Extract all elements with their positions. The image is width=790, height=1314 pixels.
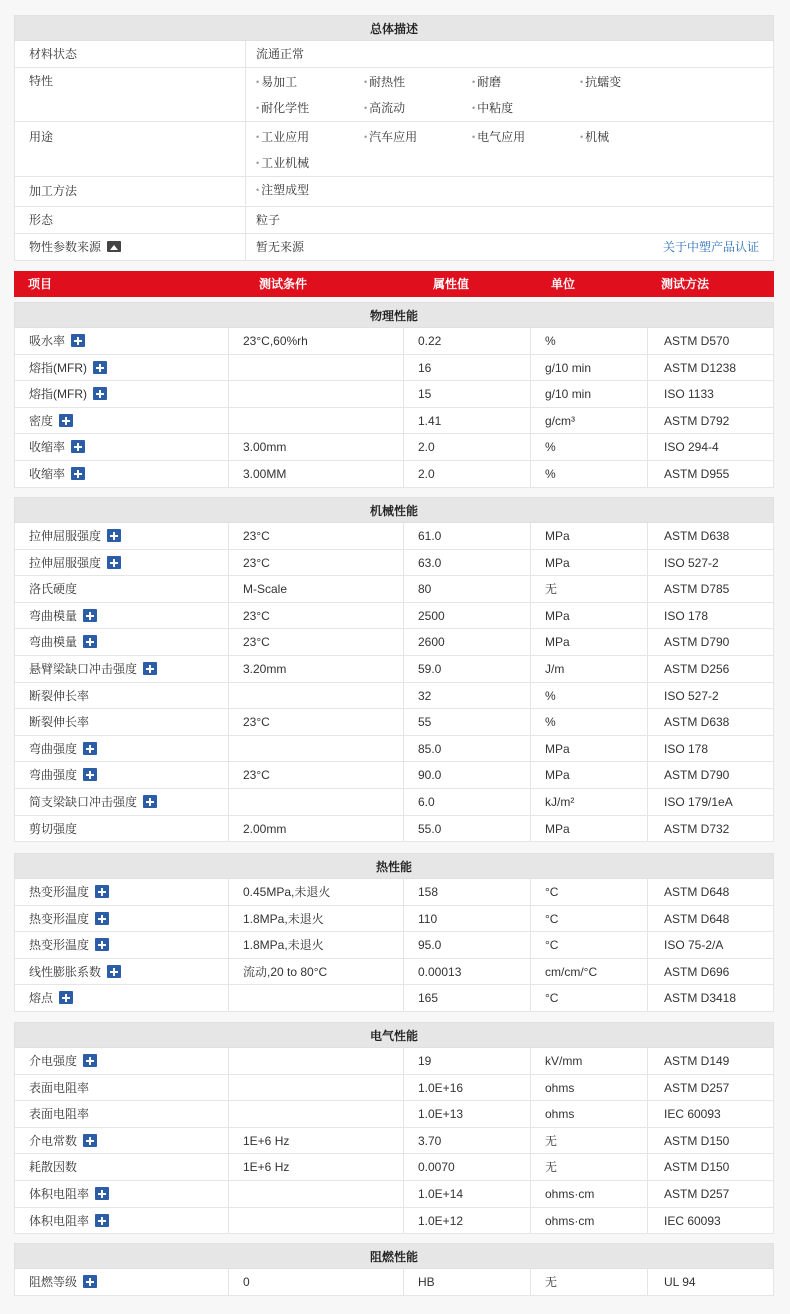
method-cell: ISO 178: [664, 608, 709, 623]
value-cell: 0.0070: [404, 1154, 531, 1180]
value-cell: 80: [404, 576, 531, 602]
property-name: 悬臂梁缺口冲击强度: [29, 661, 138, 676]
condition-cell: 0: [229, 1269, 404, 1295]
unit-cell: MPa: [531, 523, 648, 549]
property-name: 介电常数: [29, 1133, 78, 1148]
condition-cell: 23°C: [229, 550, 404, 576]
value-cell: 1.0E+13: [404, 1101, 531, 1127]
property-name-cell: [15, 985, 229, 1011]
property-name: 熔指(MFR): [29, 360, 87, 375]
method-cell: ASTM D648: [664, 911, 730, 926]
method-cell: ASTM D150: [664, 1160, 730, 1175]
method-cell: UL 94: [664, 1275, 696, 1289]
property-name: 体积电阻率: [29, 1213, 90, 1228]
property-section: [14, 1243, 774, 1296]
tag-item: • 电气应用: [472, 124, 580, 150]
unit-cell: 无: [531, 1269, 648, 1295]
plus-icon[interactable]: [95, 885, 109, 898]
property-name: 阻燃等级: [29, 1275, 78, 1289]
table-row: [14, 629, 774, 656]
tag-item: • 注塑成型: [256, 177, 364, 203]
condition-cell: 1E+6 Hz: [229, 1154, 404, 1180]
property-name: 弯曲模量: [29, 608, 78, 623]
unit-cell: %: [531, 461, 648, 487]
unit-cell: %: [531, 434, 648, 460]
property-name-cell: [15, 1181, 229, 1207]
property-name-cell: [15, 550, 229, 576]
tag-item: • 耐磨: [472, 69, 580, 95]
unit-cell: 无: [531, 576, 648, 602]
property-name-cell: [15, 576, 229, 602]
property-name: 收缩率: [29, 440, 66, 455]
section-title: 物理性能: [14, 302, 774, 328]
method-cell: ASTM D792: [664, 413, 730, 428]
property-name-cell: [15, 1154, 229, 1180]
condition-cell: 1.8MPa,未退火: [229, 932, 404, 958]
table-row: [14, 434, 774, 461]
value-cell: 2500: [404, 603, 531, 629]
property-name: 简支梁缺口冲击强度: [29, 794, 138, 809]
method-cell: ASTM D149: [664, 1054, 730, 1068]
plus-icon[interactable]: [83, 1134, 97, 1147]
property-name-cell: [15, 603, 229, 629]
value-cell: 59.0: [404, 656, 531, 682]
property-name-cell: [15, 355, 229, 381]
condition-cell: 0.45MPa,未退火: [229, 879, 404, 905]
property-name-cell: [15, 1269, 229, 1295]
method-cell: ASTM D570: [664, 334, 730, 348]
tag-item: • 中粘度: [472, 95, 580, 121]
condition-cell: 23°C,60%rh: [229, 328, 404, 354]
overview-row-uses: [14, 122, 774, 177]
condition-cell: [229, 1181, 404, 1207]
value-cell: 1.41: [404, 408, 531, 434]
plus-icon[interactable]: [71, 467, 85, 480]
condition-cell: [229, 789, 404, 815]
plus-icon[interactable]: [143, 795, 157, 808]
condition-cell: 流动,20 to 80°C: [229, 959, 404, 985]
table-row: [14, 461, 774, 488]
property-name-cell: [15, 328, 229, 354]
property-name: 线性膨胀系数: [29, 964, 102, 979]
property-name-cell: [15, 656, 229, 682]
value-cell: 158: [404, 879, 531, 905]
row-label: 加工方法: [15, 177, 246, 205]
plus-icon[interactable]: [93, 387, 107, 400]
value-cell: 2600: [404, 629, 531, 655]
section-title: 电气性能: [14, 1022, 774, 1048]
unit-cell: 无: [531, 1128, 648, 1154]
unit-cell: °C: [531, 932, 648, 958]
property-name-cell: [15, 1128, 229, 1154]
unit-cell: ohms: [531, 1101, 648, 1127]
tag-item: • 汽车应用: [364, 124, 472, 150]
property-name-cell: [15, 1101, 229, 1127]
tag-item: • 易加工: [256, 69, 364, 95]
unit-cell: ohms: [531, 1075, 648, 1101]
tag-item: • 耐化学性: [256, 95, 364, 121]
table-row: [14, 1128, 774, 1155]
condition-cell: 2.00mm: [229, 816, 404, 842]
method-cell: ASTM D638: [664, 715, 730, 730]
method-cell: ASTM D790: [664, 768, 730, 783]
method-cell: ASTM D955: [664, 466, 730, 481]
value-cell: 15: [404, 381, 531, 407]
condition-cell: 23°C: [229, 762, 404, 788]
row-label: 特性: [15, 68, 246, 121]
row-label: 用途: [15, 122, 246, 176]
unit-cell: °C: [531, 879, 648, 905]
value-cell: 32: [404, 683, 531, 709]
value-cell: 0.22: [404, 328, 531, 354]
table-row: [14, 523, 774, 550]
method-cell: ASTM D256: [664, 661, 730, 676]
value-cell: 2.0: [404, 434, 531, 460]
condition-cell: [229, 683, 404, 709]
property-name-cell: [15, 879, 229, 905]
condition-cell: [229, 408, 404, 434]
method-cell: ASTM D638: [664, 529, 730, 543]
method-cell: ASTM D785: [664, 582, 730, 597]
property-name: 表面电阻率: [29, 1080, 90, 1095]
plus-icon[interactable]: [107, 965, 121, 978]
method-cell: ASTM D150: [664, 1133, 730, 1148]
property-section: [14, 302, 774, 488]
table-row: [14, 683, 774, 710]
condition-cell: 3.20mm: [229, 656, 404, 682]
unit-cell: g/10 min: [531, 355, 648, 381]
table-row: [14, 576, 774, 603]
property-section: [14, 1022, 774, 1234]
plus-icon[interactable]: [95, 912, 109, 925]
table-row: [14, 328, 774, 355]
condition-cell: M-Scale: [229, 576, 404, 602]
condition-cell: [229, 1075, 404, 1101]
table-row: [14, 879, 774, 906]
tag-item: • 工业应用: [256, 124, 364, 150]
property-name-cell: [15, 789, 229, 815]
plus-icon[interactable]: [83, 1275, 97, 1288]
row-value: 粒子: [256, 213, 281, 227]
method-cell: ASTM D790: [664, 635, 730, 650]
value-cell: 1.0E+16: [404, 1075, 531, 1101]
unit-cell: MPa: [531, 603, 648, 629]
tag-item: • 高流动: [364, 95, 472, 121]
property-name-cell: [15, 461, 229, 487]
condition-cell: 1.8MPa,未退火: [229, 906, 404, 932]
overview-row-material-state: [14, 41, 774, 68]
overview-row-source: [14, 234, 774, 261]
condition-cell: 3.00mm: [229, 434, 404, 460]
plus-icon[interactable]: [59, 414, 73, 427]
value-cell: 63.0: [404, 550, 531, 576]
table-row: [14, 959, 774, 986]
processing-list: [256, 177, 759, 203]
plus-icon[interactable]: [83, 635, 97, 648]
unit-cell: MPa: [531, 629, 648, 655]
plus-icon[interactable]: [83, 1054, 97, 1067]
property-name: 介电强度: [29, 1054, 78, 1068]
unit-cell: ohms·cm: [531, 1181, 648, 1207]
value-cell: 90.0: [404, 762, 531, 788]
condition-cell: 23°C: [229, 603, 404, 629]
overview-row-features: [14, 68, 774, 122]
unit-cell: MPa: [531, 762, 648, 788]
property-name-cell: [15, 408, 229, 434]
property-name: 熔点: [29, 991, 54, 1006]
condition-cell: 23°C: [229, 629, 404, 655]
condition-cell: 3.00MM: [229, 461, 404, 487]
property-section: [14, 853, 774, 1012]
method-cell: IEC 60093: [664, 1107, 721, 1122]
condition-cell: [229, 1048, 404, 1074]
plus-icon[interactable]: [83, 768, 97, 781]
source-label: 物性参数来源: [29, 240, 102, 254]
method-cell: ASTM D696: [664, 964, 730, 979]
property-name: 洛氏硬度: [29, 582, 78, 597]
property-name-cell: [15, 932, 229, 958]
unit-cell: MPa: [531, 736, 648, 762]
method-cell: ASTM D257: [664, 1080, 730, 1095]
method-cell: ISO 179/1eA: [664, 794, 733, 809]
value-cell: 110: [404, 906, 531, 932]
property-name: 断裂伸长率: [29, 715, 90, 730]
property-name: 拉伸屈服强度: [29, 529, 102, 543]
plus-icon[interactable]: [107, 556, 121, 569]
property-name: 吸水率: [29, 334, 66, 348]
table-row: [14, 1269, 774, 1296]
table-row: [14, 1048, 774, 1075]
tag-item: • 机械: [580, 124, 688, 150]
tag-item: • 抗蠕变: [580, 69, 688, 95]
table-row: [14, 709, 774, 736]
unit-cell: ohms·cm: [531, 1208, 648, 1234]
table-row: [14, 816, 774, 843]
method-cell: ASTM D648: [664, 885, 730, 899]
method-cell: ASTM D732: [664, 821, 730, 836]
unit-cell: MPa: [531, 550, 648, 576]
condition-cell: [229, 736, 404, 762]
method-cell: ASTM D3418: [664, 991, 737, 1006]
table-row: [14, 736, 774, 763]
method-cell: ISO 294-4: [664, 440, 719, 455]
overview-table: [14, 15, 774, 261]
property-name: 体积电阻率: [29, 1186, 90, 1201]
plus-icon[interactable]: [59, 991, 73, 1004]
unit-cell: °C: [531, 985, 648, 1011]
value-cell: 85.0: [404, 736, 531, 762]
table-row: [14, 381, 774, 408]
property-table-header: [14, 271, 774, 297]
plus-icon[interactable]: [83, 609, 97, 622]
table-row: [14, 1075, 774, 1102]
property-name: 弯曲模量: [29, 635, 78, 650]
plus-icon[interactable]: [95, 1187, 109, 1200]
method-cell: ISO 527-2: [664, 688, 719, 703]
property-name-cell: [15, 762, 229, 788]
unit-cell: 无: [531, 1154, 648, 1180]
table-row: [14, 603, 774, 630]
condition-cell: [229, 1101, 404, 1127]
table-row: [14, 550, 774, 577]
method-cell: ASTM D1238: [664, 360, 737, 375]
property-name-cell: [15, 906, 229, 932]
plus-icon[interactable]: [71, 334, 85, 347]
value-cell: 165: [404, 985, 531, 1011]
table-row: [14, 762, 774, 789]
table-row: [14, 1101, 774, 1128]
value-cell: 61.0: [404, 523, 531, 549]
table-row: [14, 355, 774, 382]
row-label: 材料状态: [15, 41, 246, 67]
value-cell: 1.0E+12: [404, 1208, 531, 1234]
method-cell: ASTM D257: [664, 1186, 730, 1201]
value-cell: HB: [404, 1269, 531, 1295]
section-title: 机械性能: [14, 497, 774, 523]
row-label: [15, 234, 246, 260]
plus-icon[interactable]: [95, 938, 109, 951]
method-cell: ISO 75-2/A: [664, 938, 724, 953]
property-name: 热变形温度: [29, 885, 90, 899]
property-name-cell: [15, 959, 229, 985]
property-name-cell: [15, 816, 229, 842]
value-cell: 0.00013: [404, 959, 531, 985]
unit-cell: J/m: [531, 656, 648, 682]
plus-icon[interactable]: [93, 361, 107, 374]
unit-cell: °C: [531, 906, 648, 932]
value-cell: 95.0: [404, 932, 531, 958]
property-section: [14, 497, 774, 842]
property-name: 弯曲强度: [29, 741, 78, 756]
value-cell: 3.70: [404, 1128, 531, 1154]
unit-cell: %: [531, 683, 648, 709]
plus-icon[interactable]: [83, 742, 97, 755]
property-name-cell: [15, 523, 229, 549]
header-method: 测试方法: [661, 277, 710, 291]
unit-cell: MPa: [531, 816, 648, 842]
property-name: 弯曲强度: [29, 768, 78, 783]
property-name: 断裂伸长率: [29, 688, 90, 703]
tag-item: • 工业机械: [256, 150, 364, 176]
value-cell: 1.0E+14: [404, 1181, 531, 1207]
method-cell: ISO 1133: [664, 387, 714, 402]
tag-item: • 耐热性: [364, 69, 472, 95]
uses-list: [256, 122, 759, 176]
property-name-cell: [15, 1208, 229, 1234]
source-value: 暂无来源: [256, 240, 305, 254]
property-name-cell: [15, 1048, 229, 1074]
row-value: 流通正常: [256, 47, 305, 61]
unit-cell: %: [531, 328, 648, 354]
property-name: 热变形温度: [29, 911, 90, 926]
unit-cell: %: [531, 709, 648, 735]
section-title: 阻燃性能: [14, 1243, 774, 1269]
condition-cell: [229, 1208, 404, 1234]
table-row: [14, 1208, 774, 1235]
plus-icon[interactable]: [71, 440, 85, 453]
condition-cell: [229, 985, 404, 1011]
method-cell: ISO 527-2: [664, 555, 719, 570]
overview-row-form: [14, 207, 774, 234]
table-row: [14, 906, 774, 933]
property-name: 密度: [29, 413, 54, 428]
header-item: 项目: [28, 277, 53, 291]
section-title: 热性能: [14, 853, 774, 879]
property-name-cell: [15, 1075, 229, 1101]
property-name: 熔指(MFR): [29, 387, 87, 402]
property-name: 收缩率: [29, 466, 66, 481]
property-name: 热变形温度: [29, 938, 90, 953]
table-row: [14, 1181, 774, 1208]
header-value: 属性值: [433, 277, 470, 291]
unit-cell: cm/cm/°C: [531, 959, 648, 985]
property-name-cell: [15, 683, 229, 709]
property-name-cell: [15, 709, 229, 735]
value-cell: 19: [404, 1048, 531, 1074]
table-row: [14, 408, 774, 435]
property-name: 剪切强度: [29, 821, 78, 836]
unit-cell: g/10 min: [531, 381, 648, 407]
certification-link[interactable]: 关于中塑产品认证: [662, 240, 759, 254]
value-cell: 55: [404, 709, 531, 735]
value-cell: 16: [404, 355, 531, 381]
property-name: 拉伸屈服强度: [29, 555, 102, 570]
overview-title: 总体描述: [14, 15, 774, 41]
condition-cell: [229, 355, 404, 381]
table-row: [14, 932, 774, 959]
table-row: [14, 656, 774, 683]
condition-cell: 1E+6 Hz: [229, 1128, 404, 1154]
condition-cell: [229, 381, 404, 407]
plus-icon[interactable]: [95, 1214, 109, 1227]
value-cell: 55.0: [404, 816, 531, 842]
method-cell: ISO 178: [664, 741, 709, 756]
property-name: 耗散因数: [29, 1160, 78, 1175]
plus-icon[interactable]: [143, 662, 157, 675]
image-icon[interactable]: [107, 241, 121, 252]
method-cell: IEC 60093: [664, 1213, 721, 1228]
condition-cell: 23°C: [229, 709, 404, 735]
unit-cell: kV/mm: [531, 1048, 648, 1074]
property-name: 表面电阻率: [29, 1107, 90, 1122]
row-label: 形态: [15, 207, 246, 233]
plus-icon[interactable]: [107, 529, 121, 542]
value-cell: 2.0: [404, 461, 531, 487]
value-cell: 6.0: [404, 789, 531, 815]
property-name-cell: [15, 629, 229, 655]
condition-cell: 23°C: [229, 523, 404, 549]
table-row: [14, 789, 774, 816]
table-row: [14, 985, 774, 1012]
header-condition: 测试条件: [259, 277, 308, 291]
property-name-cell: [15, 381, 229, 407]
unit-cell: kJ/m²: [531, 789, 648, 815]
property-name-cell: [15, 736, 229, 762]
features-list: [256, 68, 759, 121]
table-row: [14, 1154, 774, 1181]
overview-row-processing: [14, 177, 774, 207]
unit-cell: g/cm³: [531, 408, 648, 434]
header-unit: 单位: [551, 277, 576, 291]
property-name-cell: [15, 434, 229, 460]
